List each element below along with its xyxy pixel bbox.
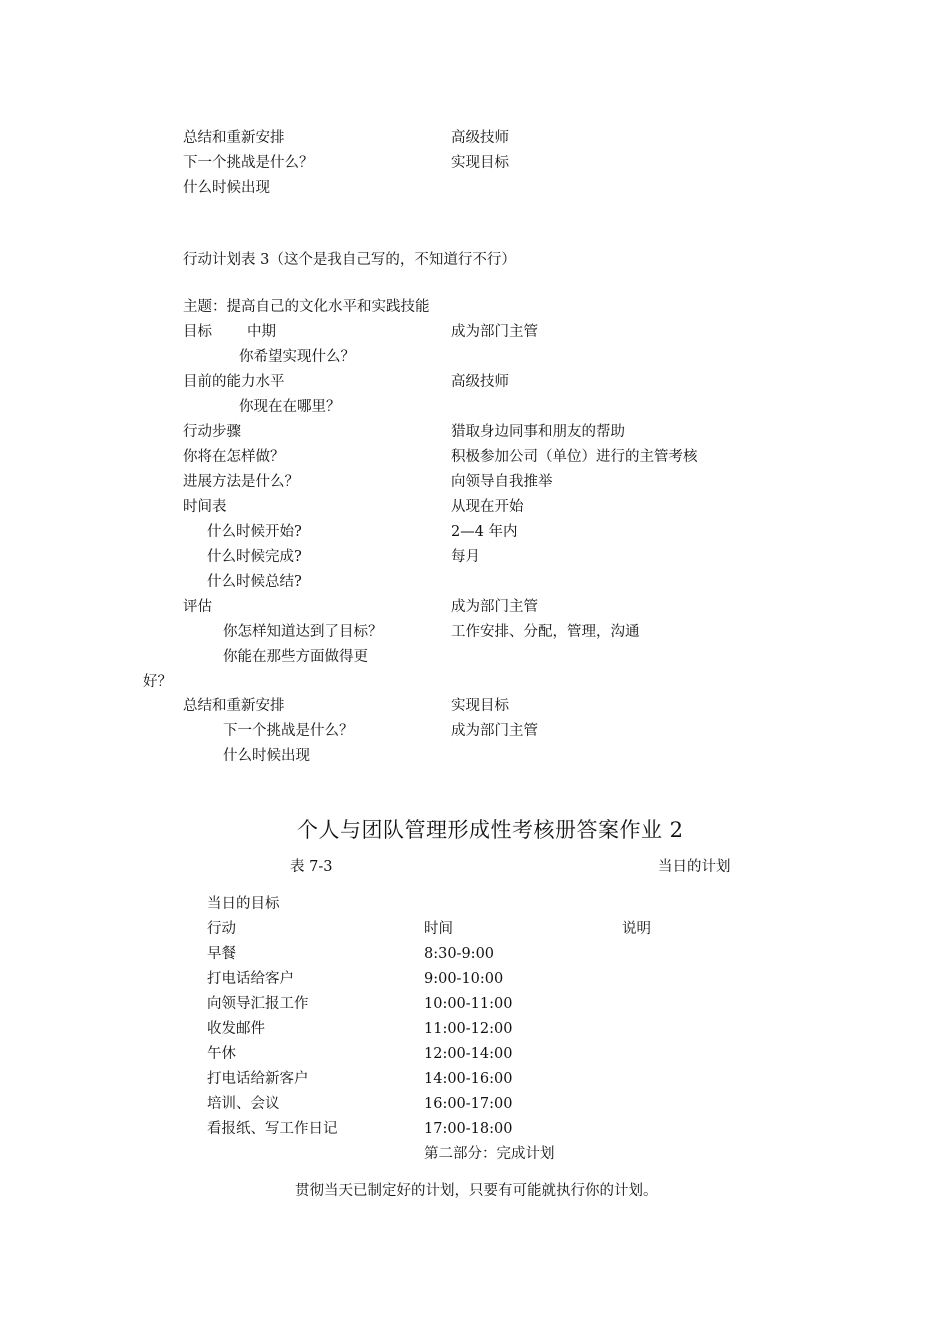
daily-goal-label: 当日的目标 — [207, 896, 280, 912]
row-action: 打电话给客户 — [207, 971, 294, 987]
next-challenge-question: 下一个挑战是什么？ — [183, 155, 314, 171]
header-note: 说明 — [622, 921, 651, 937]
steps-question-2: 进展方法是什么？ — [183, 474, 299, 490]
row-action: 培训、会议 — [207, 1096, 280, 1112]
steps-value: 猎取身边同事和朋友的帮助 — [451, 424, 625, 440]
evaluate-question-1: 你怎样知道达到了目标？ — [223, 624, 383, 640]
schedule-value-2: 每月 — [451, 549, 480, 565]
row-action: 看报纸、写工作日记 — [207, 1121, 338, 1137]
row-time: 12:00-14:00 — [424, 1046, 513, 1062]
when-appear-question: 什么时候出现 — [183, 180, 270, 196]
schedule-question-1: 什么时候开始? — [207, 524, 302, 540]
schedule-label: 时间表 — [183, 499, 227, 515]
next-challenge-value: 实现目标 — [451, 155, 509, 171]
steps-label: 行动步骤 — [183, 424, 241, 440]
row-action: 早餐 — [207, 946, 236, 962]
row-time: 11:00-12:00 — [424, 1021, 513, 1037]
row-time: 14:00-16:00 — [424, 1071, 513, 1087]
table-title: 当日的计划 — [658, 859, 731, 875]
schedule-question-3: 什么时候总结? — [207, 574, 302, 590]
row-time: 8:30-9:00 — [424, 946, 495, 962]
row-action: 向领导汇报工作 — [207, 996, 309, 1012]
current-question: 你现在在哪里？ — [239, 399, 341, 415]
row-time: 10:00-11:00 — [424, 996, 513, 1012]
part2-heading: 第二部分：完成计划 — [424, 1146, 555, 1162]
plan3-heading: 行动计划表 3（这个是我自己写的，不知道行不行） — [183, 252, 516, 268]
row-action: 收发邮件 — [207, 1021, 265, 1037]
steps-question-1: 你将在怎样做？ — [183, 449, 285, 465]
table-label: 表 7-3 — [290, 859, 333, 875]
section2-title: 个人与团队管理形成性考核册答案作业 2 — [297, 818, 684, 842]
summary2-value: 实现目标 — [451, 698, 509, 714]
evaluate-question-2: 你能在那些方面做得更 — [223, 649, 368, 665]
evaluate-label: 评估 — [183, 599, 212, 615]
summary-value: 高级技师 — [451, 130, 509, 146]
row-action: 打电话给新客户 — [207, 1071, 309, 1087]
header-time: 时间 — [424, 921, 453, 937]
row-time: 9:00-10:00 — [424, 971, 504, 987]
summary2-question-2: 什么时候出现 — [223, 748, 310, 764]
summary-label: 总结和重新安排 — [183, 130, 285, 146]
row-time: 16:00-17:00 — [424, 1096, 513, 1112]
evaluate-value-1: 工作安排、分配，管理，沟通 — [451, 624, 640, 640]
current-label: 目前的能力水平 — [183, 374, 285, 390]
summary2-question-1: 下一个挑战是什么？ — [223, 723, 354, 739]
goal-sub: 中期 — [247, 324, 276, 340]
current-value: 高级技师 — [451, 374, 509, 390]
plan3-topic: 主题：提高自己的文化水平和实践技能 — [183, 299, 430, 315]
goal-value: 成为部门主管 — [451, 324, 538, 340]
row-time: 17:00-18:00 — [424, 1121, 513, 1137]
row-action: 午休 — [207, 1046, 236, 1062]
summary2-label: 总结和重新安排 — [183, 698, 285, 714]
closing-text: 贯彻当天已制定好的计划，只要有可能就执行你的计划。 — [295, 1183, 658, 1199]
schedule-value-1: 2—4 年内 — [451, 524, 518, 540]
steps-value-1: 积极参加公司（单位）进行的主管考核 — [451, 449, 698, 465]
schedule-value: 从现在开始 — [451, 499, 524, 515]
evaluate-value: 成为部门主管 — [451, 599, 538, 615]
goal-question: 你希望实现什么？ — [239, 349, 355, 365]
goal-label: 目标 — [183, 324, 212, 340]
steps-value-2: 向领导自我推举 — [451, 474, 553, 490]
schedule-question-2: 什么时候完成? — [207, 549, 302, 565]
summary2-value-1: 成为部门主管 — [451, 723, 538, 739]
evaluate-question-2-wrap: 好？ — [143, 674, 172, 690]
header-action: 行动 — [207, 921, 236, 937]
